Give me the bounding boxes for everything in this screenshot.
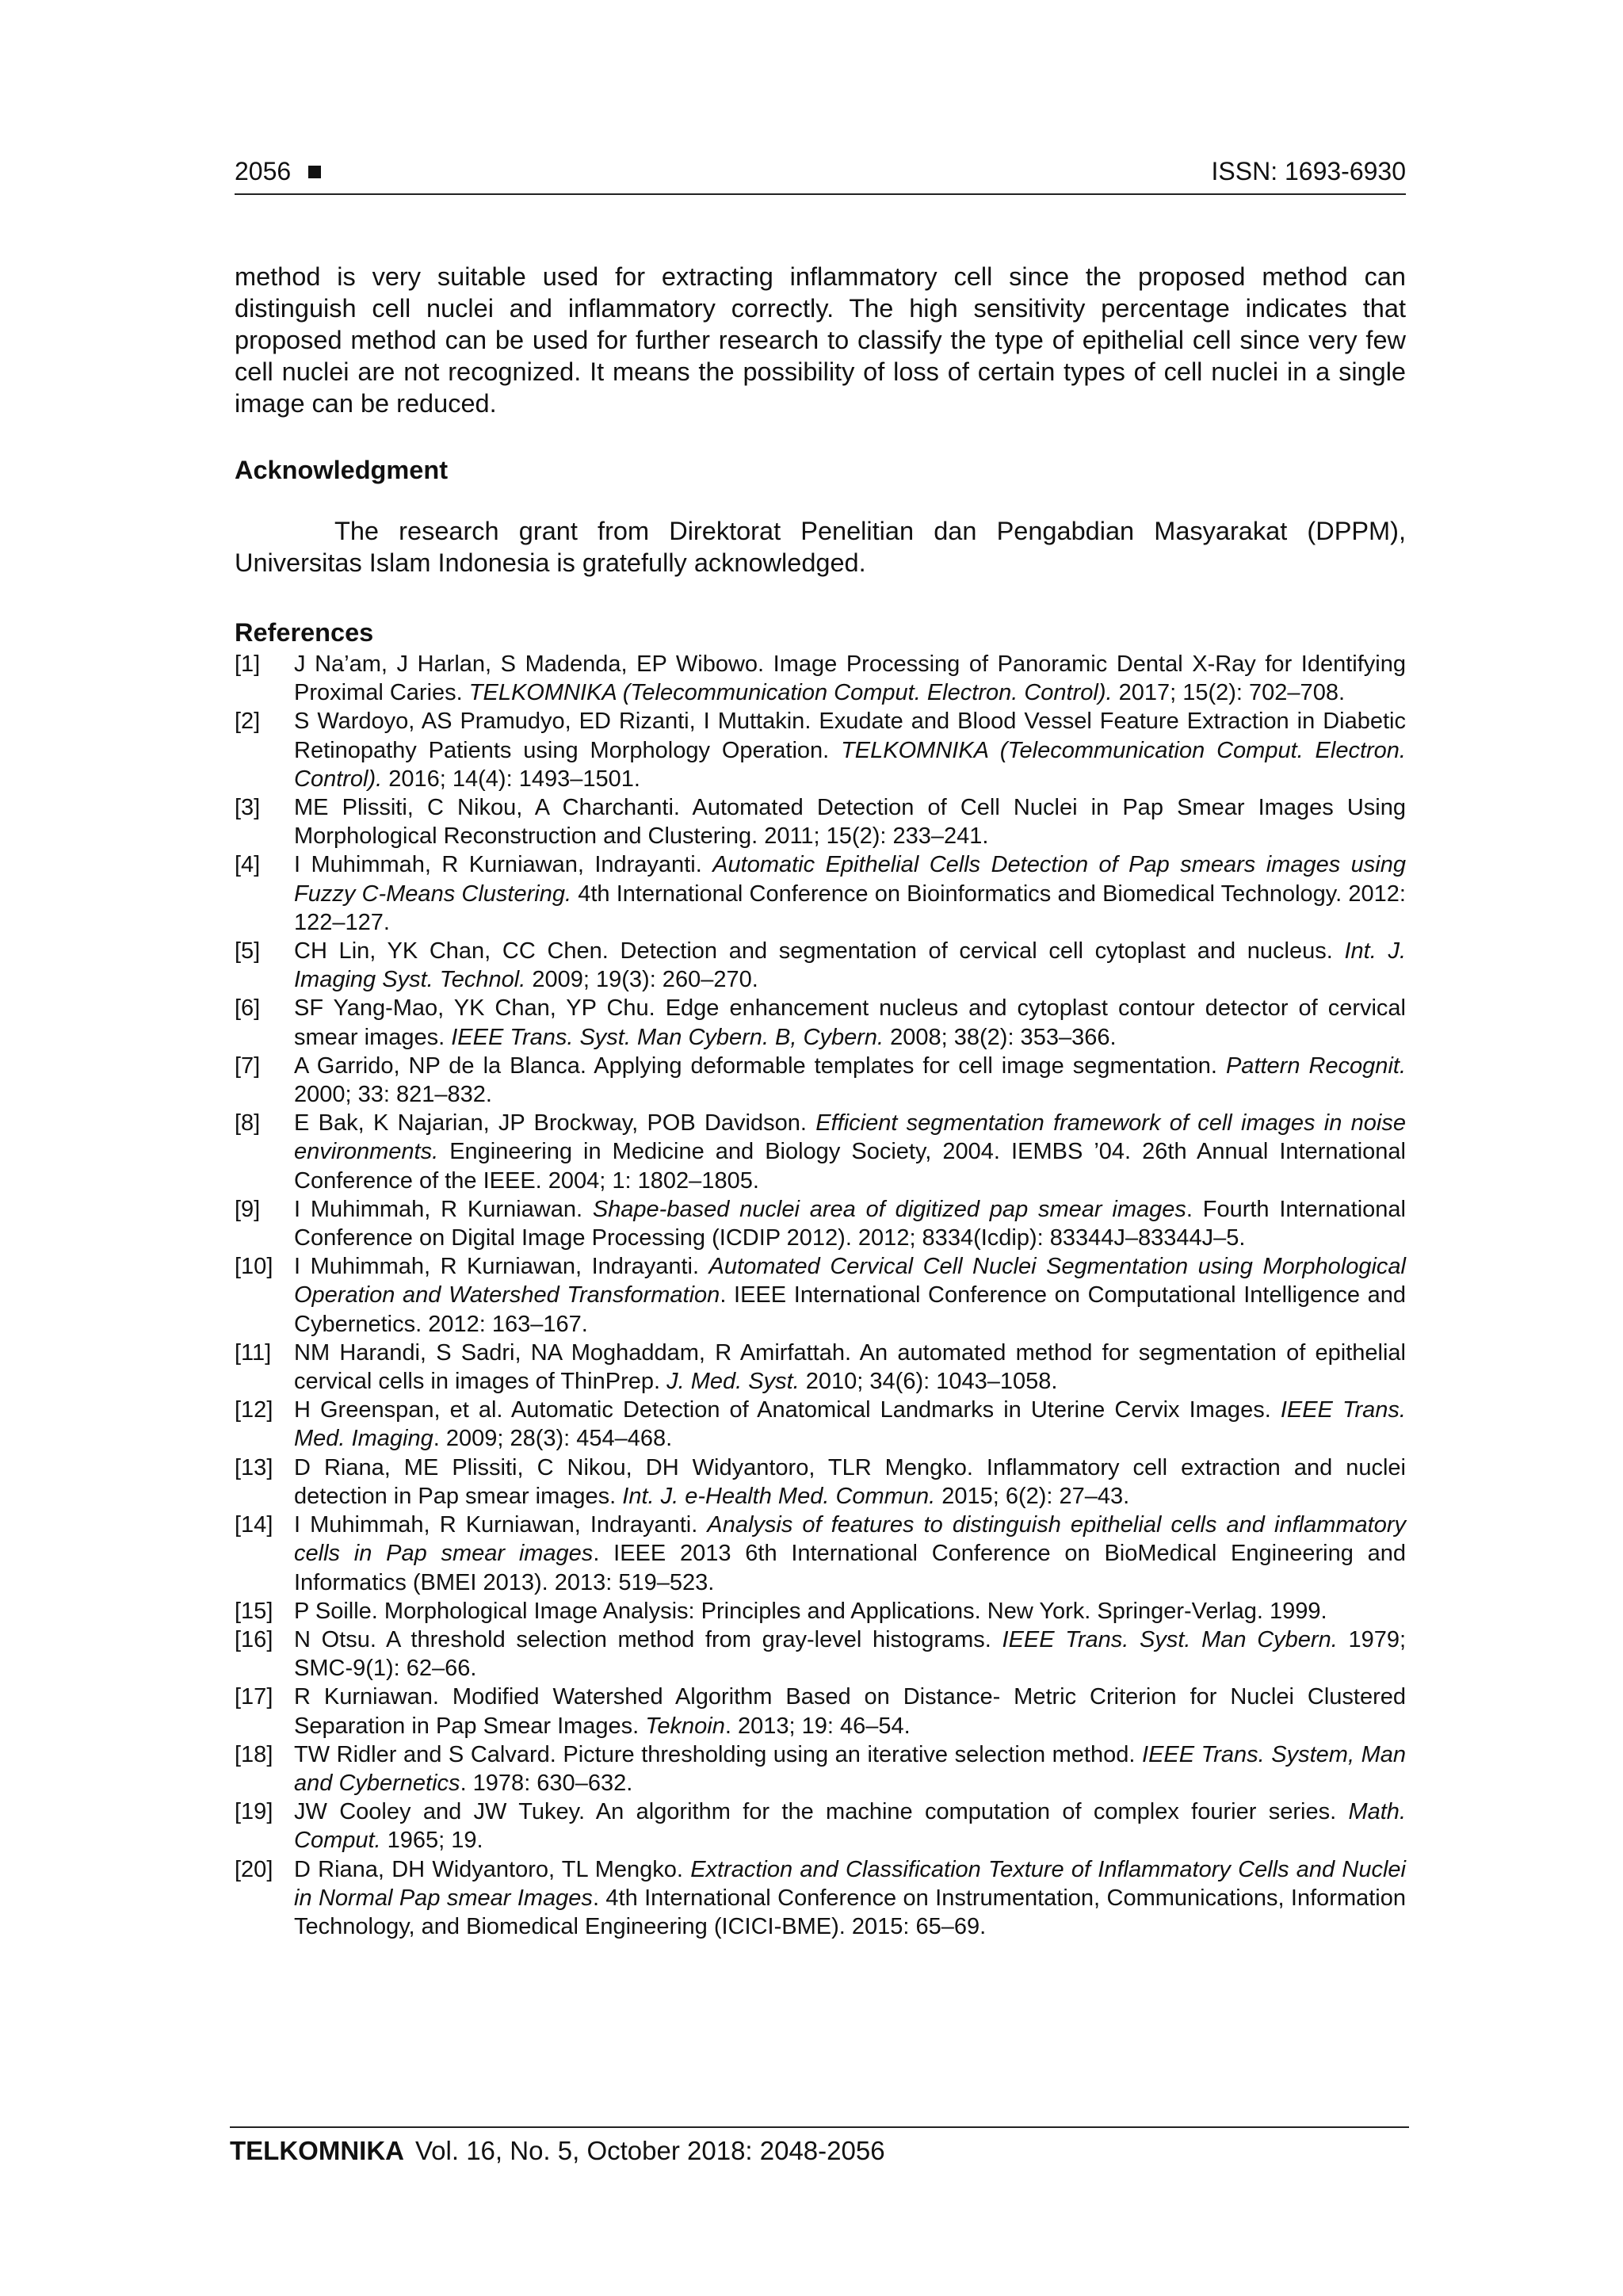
reference-source: Teknoin [645,1713,725,1739]
acknowledgment-heading: Acknowledgment [235,456,449,484]
reference-number: [13] [235,1454,273,1480]
intro-paragraph: method is very suitable used for extracting inflammatory cell since the proposed method can distinguish cell nuclei and inflammatory correctly. The high sensitivity percentage indicates that proposed method can be used for further research to classify the type of epithelial cell since very few cell nuclei are not recognized. It means the possibility of loss of certain types of cell nuclei in a single image can be reduced. [235,262,1406,418]
reference-item [235,1740,1406,1797]
reference-number: [14] [235,1512,273,1538]
reference-source: IEEE Trans. System, Man and Cybernetics [294,1741,1406,1796]
reference-text: CH Lin, YK Chan, CC Chen. Detection and segmentation of cervical cell cytoplast and nucleus. [294,938,1345,965]
reference-details: 2008; 38(2): 353–366. [884,1024,1117,1050]
reference-item [235,1396,1406,1453]
square-bullet-icon [308,166,321,178]
reference-text: H Greenspan, et al. Automatic Detection of Anatomical Landmarks in Uterine Cervix Images. [294,1397,1281,1423]
reference-item [235,707,1406,793]
reference-details: 1965; 19. [380,1828,483,1854]
reference-text: S Wardoyo, AS Pramudyo, ED Rizanti, I Muttakin. Exudate and Blood Vessel Feature Extraction in Diabetic Retinopathy Patients using Morphology Operation. [294,709,1406,763]
reference-text: SF Yang-Mao, YK Chan, YP Chu. Edge enhancement nucleus and cytoplast contour detector of cervical smear images. [294,995,1406,1050]
reference-text: I Muhimmah, R Kurniawan, Indrayanti. [294,852,713,878]
reference-number: [17] [235,1684,273,1710]
reference-details: . Fourth International Conference on Digital Image Processing (ICDIP 2012). 2012; 8334(Icdip): 83344J–83344J–5. [294,1196,1406,1251]
reference-number: [11] [235,1339,272,1366]
reference-number: [8] [235,1110,261,1137]
reference-source: J. Med. Syst. [666,1369,800,1395]
reference-number: [12] [235,1397,273,1423]
reference-text: E Bak, K Najarian, JP Brockway, POB Davidson. [294,1110,816,1137]
reference-details: 2010; 34(6): 1043–1058. [799,1369,1058,1395]
reference-source: TELKOMNIKA (Telecommunication Comput. Electron. Control). [294,737,1406,792]
reference-source: IEEE Trans. Syst. Man Cybern. B, Cybern. [451,1024,884,1050]
reference-text: N Otsu. A threshold selection method from gray-level histograms. [294,1626,1002,1652]
reference-source: Analysis of features to distinguish epithelial cells and inflammatory cells in Pap smear images [294,1512,1407,1567]
reference-item [235,650,1406,707]
reference-text: I Muhimmah, R Kurniawan, Indrayanti. [294,1512,708,1538]
reference-source: IEEE Trans. Syst. Man Cybern. [1002,1626,1338,1652]
reference-source: Shape-based nuclei area of digitized pap smear images [592,1196,1186,1222]
reference-details: . IEEE 2013 6th International Conference on BioMedical Engineering and Informatics (BMEI 2013). 2013: 519–523. [294,1541,1406,1595]
references-list [235,650,1406,1941]
reference-source: Automated Cervical Cell Nuclei Segmentation using Morphological Operation and Watershed Transformation [294,1254,1406,1308]
page-number-text: 2056 [235,157,292,185]
reference-text: JW Cooley and JW Tukey. An algorithm for the machine computation of complex fourier series. [294,1799,1349,1825]
reference-item [235,1626,1406,1683]
reference-text: I Muhimmah, R Kurniawan. [294,1196,593,1222]
reference-source: Extraction and Classification Texture of Inflammatory Cells and Nuclei in Normal Pap smear Images [294,1856,1406,1911]
reference-item [235,1597,1406,1626]
reference-item [235,1855,1406,1942]
reference-details: Engineering in Medicine and Biology Society, 2004. IEMBS ’04. 26th Annual International Conference of the IEEE. 2004; 1: 1802–1805. [294,1139,1406,1194]
reference-number: [15] [235,1598,273,1624]
reference-source: IEEE Trans. Med. Imaging [294,1397,1406,1452]
reference-details: . 2009; 28(3): 454–468. [433,1426,673,1452]
footer-issue: Vol. 16, No. 5, October 2018: 2048-2056 [414,2136,885,2165]
reference-item [235,1339,1406,1396]
reference-text: I Muhimmah, R Kurniawan, Indrayanti. [294,1254,709,1280]
reference-item [235,1797,1406,1855]
reference-source: Pattern Recognit. [1225,1052,1406,1079]
reference-number: [16] [235,1626,273,1652]
reference-text: A Garrido, NP de la Blanca. Applying deformable templates for cell image segmentation. [294,1052,1226,1079]
reference-details: . 2013; 19: 46–54. [724,1713,911,1739]
reference-number: [2] [235,709,261,735]
reference-text: J Na’am, J Harlan, S Madenda, EP Wibowo. Image Processing of Panoramic Dental X-Ray for Identifying Proximal Caries. [294,651,1406,706]
reference-details: 2009; 19(3): 260–270. [525,967,758,993]
reference-text: P Soille. Morphological Image Analysis: Principles and Applications. New York. Springer-Verlag. 1999. [294,1598,1327,1624]
reference-details: 2015; 6(2): 27–43. [935,1483,1130,1509]
reference-item [235,1252,1406,1339]
acknowledgment-text: The research grant from Direktorat Penelitian dan Pengabdian Masyarakat (DPPM), Universitas Islam Indonesia is gratefully acknowledged. [235,516,1406,577]
reference-number: [19] [235,1799,273,1825]
reference-details: 2016; 14(4): 1493–1501. [382,766,640,792]
reference-text: D Riana, DH Widyantoro, TL Mengko. [294,1856,691,1882]
reference-source: Int. J. Imaging Syst. Technol. [294,938,1407,993]
reference-details: . 4th International Conference on Instrumentation, Communications, Information Technology, and Biomedical Engineering (ICICI-BME). 2015: 65–69. [294,1885,1407,1939]
reference-number: [20] [235,1856,273,1882]
reference-item [235,1109,1406,1195]
reference-item [235,1683,1406,1740]
reference-number: [4] [235,852,261,878]
reference-number: [10] [235,1254,273,1280]
reference-number: [1] [235,651,261,677]
reference-details: . 1978: 630–632. [460,1770,633,1796]
reference-item [235,1511,1406,1597]
reference-number: [3] [235,795,261,821]
reference-number: [5] [235,938,261,965]
reference-text: D Riana, ME Plissiti, C Nikou, DH Widyantoro, TLR Mengko. Inflammatory cell extraction and nuclei detection in Pap smear images. [294,1454,1406,1509]
reference-text: NM Harandi, S Sadri, NA Moghaddam, R Amirfattah. An automated method for segmentation of epithelial cervical cells in images of ThinPrep. [294,1339,1406,1395]
reference-item [235,1454,1406,1511]
issn-label: ISSN: 1693-6930 [1211,157,1406,185]
page-number [235,157,321,186]
reference-source: Efficient segmentation framework of cell images in noise environments. [294,1110,1406,1165]
reference-text: TW Ridler and S Calvard. Picture thresholding using an iterative selection method. [294,1741,1143,1767]
reference-item [235,793,1406,850]
reference-details: 1979; SMC-9(1): 62–66. [294,1626,1407,1682]
reference-number: [18] [235,1741,273,1767]
reference-details: 4th International Conference on Bioinformatics and Biomedical Technology. 2012: 122–127. [294,881,1406,935]
references-heading: References [235,618,374,647]
reference-item [235,1052,1406,1109]
reference-source: Int. J. e-Health Med. Commun. [622,1483,936,1509]
reference-source: Math. Comput. [294,1799,1406,1854]
reference-item [235,850,1406,937]
reference-item [235,994,1406,1051]
reference-number: [9] [235,1196,261,1222]
reference-details: 2017; 15(2): 702–708. [1112,680,1346,706]
reference-text: R Kurniawan. Modified Watershed Algorithm Based on Distance- Metric Criterion for Nuclei Clustered Separation in Pap Smear Images. [294,1684,1406,1739]
reference-number: [6] [235,995,261,1022]
reference-text: ME Plissiti, C Nikou, A Charchanti. Automated Detection of Cell Nuclei in Pap Smear Images Using Morphological Reconstruction and Clustering. 2011; 15(2): 233–241. [294,795,1406,850]
footer-journal: TELKOMNIKA [230,2136,404,2165]
page-footer [230,2126,1409,2166]
reference-number: [7] [235,1052,261,1079]
page-header [235,155,1406,195]
reference-source: Automatic Epithelial Cells Detection of Pap smears images using Fuzzy C-Means Clustering. [294,852,1406,907]
reference-item [235,937,1406,994]
reference-source: TELKOMNIKA (Telecommunication Comput. Electron. Control). [468,680,1113,706]
reference-item [235,1195,1406,1252]
reference-details: . IEEE International Conference on Computational Intelligence and Cybernetics. 2012: 163–167. [294,1282,1406,1337]
reference-details: 2000; 33: 821–832. [294,1082,492,1108]
